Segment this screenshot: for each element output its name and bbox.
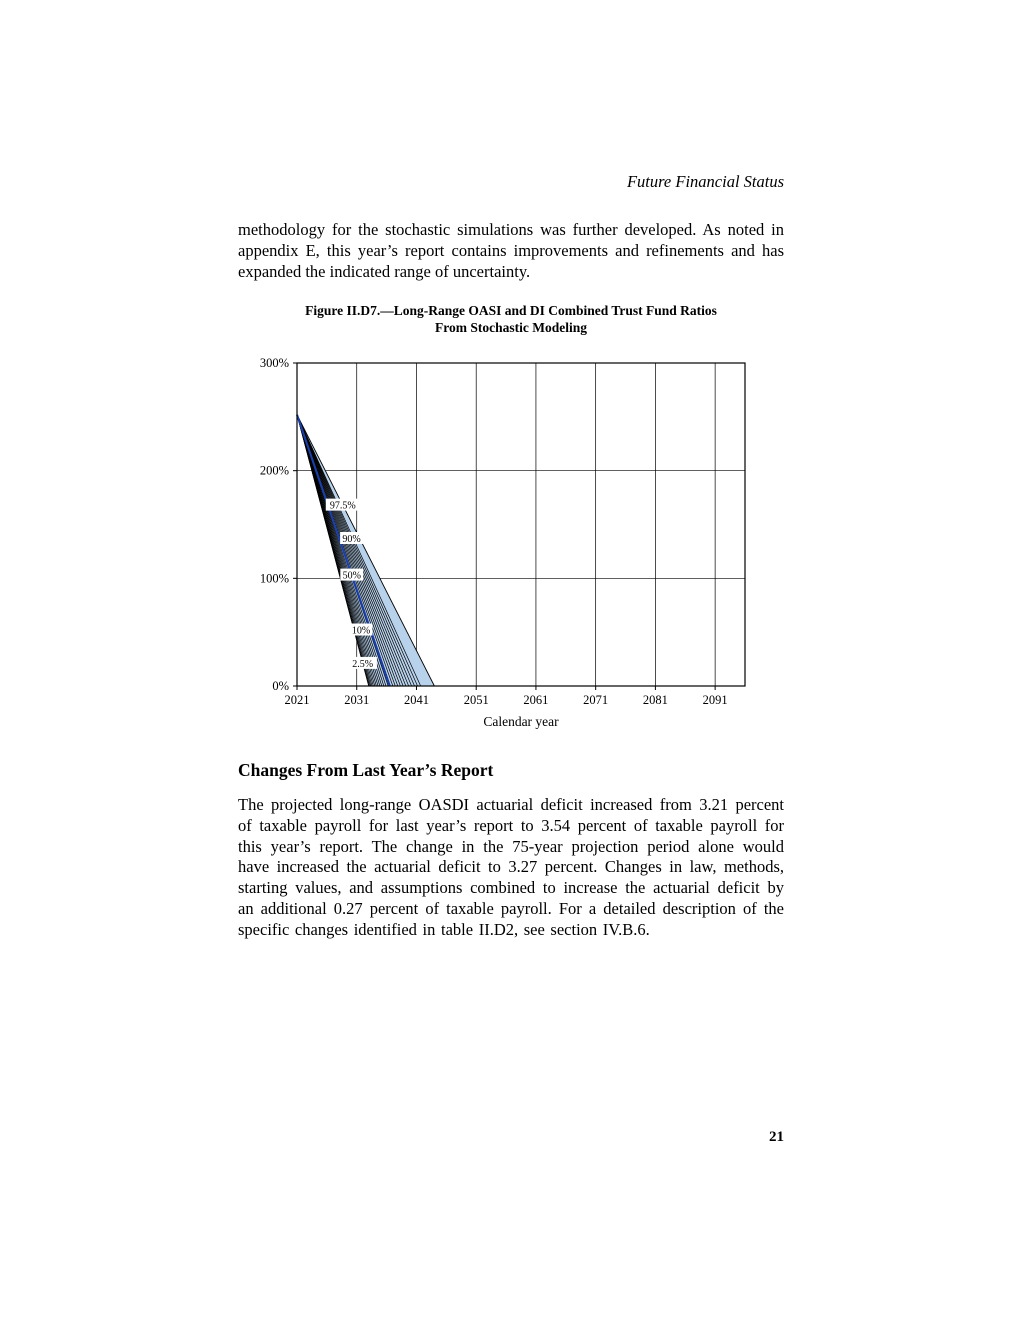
x-axis-title: Calendar year	[483, 714, 559, 729]
x-tick-label: 2071	[583, 693, 609, 707]
x-tick-label: 2031	[344, 693, 370, 707]
x-tick-label: 2051	[463, 693, 489, 707]
median-line	[297, 415, 390, 686]
fan-line	[297, 415, 409, 686]
x-tick-label: 2041	[403, 693, 429, 707]
fan-line	[297, 415, 400, 686]
page-number: 21	[769, 1129, 784, 1145]
fan-line	[297, 415, 412, 686]
fan-line	[297, 415, 418, 686]
y-tick-label: 100%	[259, 571, 289, 586]
section-heading: Changes From Last Year’s Report	[238, 760, 494, 780]
x-tick-label: 2091	[702, 693, 728, 707]
percentile-label: 97.5%	[329, 500, 356, 512]
fan-line	[297, 415, 398, 686]
fan-line	[297, 415, 403, 686]
x-tick-label: 2061	[523, 693, 549, 707]
percentile-label: 2.5%	[352, 658, 374, 670]
figure-caption-line2: From Stochastic Modeling	[435, 319, 587, 335]
figure-caption-line1: Figure II.D7.—Long-Range OASI and DI Combined Trust Fund Ratios	[305, 303, 717, 318]
percentile-label: 90%	[342, 533, 361, 545]
body-paragraph: The projected long-range OASDI actuarial deficit increased from 3.21 percent of taxable payroll for last year’s report to 3.54 percent of taxable payroll for this year’s report. The change in the 75-year projection period alone would have increased the actuarial deficit to 3.27 percent. Changes in law, methods, starting values, and assumptions combined to increase the actuarial deficit by an additional 0.27 percent of taxable payroll. For a detailed description of the specific changes identified in table II.D2, see section IV.B.6.	[238, 795, 784, 939]
x-tick-label: 2021	[284, 693, 310, 707]
percentile-label: 10%	[351, 625, 371, 637]
fan-line	[297, 415, 415, 686]
y-tick-label: 300%	[259, 356, 289, 370]
fan-chart-svg	[240, 352, 760, 732]
x-tick-label: 2081	[642, 693, 668, 707]
running-header: Future Financial Status	[626, 172, 784, 191]
fan-line	[297, 415, 406, 686]
figure-caption	[238, 303, 784, 336]
y-tick-label: 0%	[272, 679, 289, 693]
percentile-label: 50%	[342, 570, 361, 582]
y-tick-label: 200%	[259, 463, 289, 478]
intro-paragraph: methodology for the stochastic simulations was further developed. As noted in appendix E, this year’s report contains improvements and refinements and has expanded the indicated range of uncertainty.	[238, 220, 784, 281]
fan-chart	[240, 352, 760, 732]
